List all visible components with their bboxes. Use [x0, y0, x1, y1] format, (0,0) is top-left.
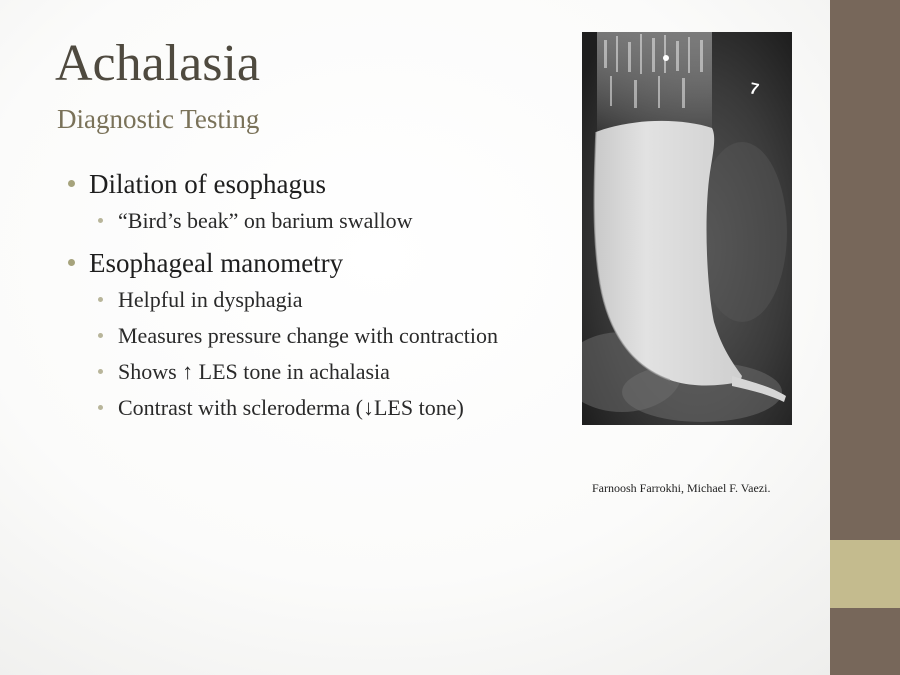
sub-bullet-text: Contrast with scleroderma (↓LES tone) — [118, 395, 464, 420]
sub-bullet-dot-icon — [98, 218, 103, 223]
sub-bullet-dot-icon — [98, 405, 103, 410]
xray-marker-label: 7 — [748, 80, 761, 99]
sub-bullet-text: Measures pressure change with contraction — [118, 323, 498, 348]
image-citation: Farnoosh Farrokhi, Michael F. Vaezi. — [592, 481, 771, 495]
barium-swallow-xray-image — [582, 32, 792, 425]
bullet-text: Esophageal manometry — [89, 248, 344, 278]
slide-subtitle: Diagnostic Testing — [57, 104, 260, 134]
bullet-text: Dilation of esophagus — [89, 169, 326, 199]
sub-bullet-dot-icon — [98, 369, 103, 374]
bullet-dot-icon — [68, 259, 75, 266]
sub-bullet-dot-icon — [98, 333, 103, 338]
bullet-dot-icon — [68, 180, 75, 187]
sidebar-accent-block — [830, 540, 900, 608]
sub-bullet-dot-icon — [98, 297, 103, 302]
sub-bullet-text: Helpful in dysphagia — [118, 287, 303, 312]
sub-bullet-text: “Bird’s beak” on barium swallow — [118, 208, 413, 233]
sub-bullet-text: Shows ↑ LES tone in achalasia — [118, 359, 390, 384]
slide-title: Achalasia — [55, 35, 261, 92]
xray-illustration — [582, 32, 792, 425]
